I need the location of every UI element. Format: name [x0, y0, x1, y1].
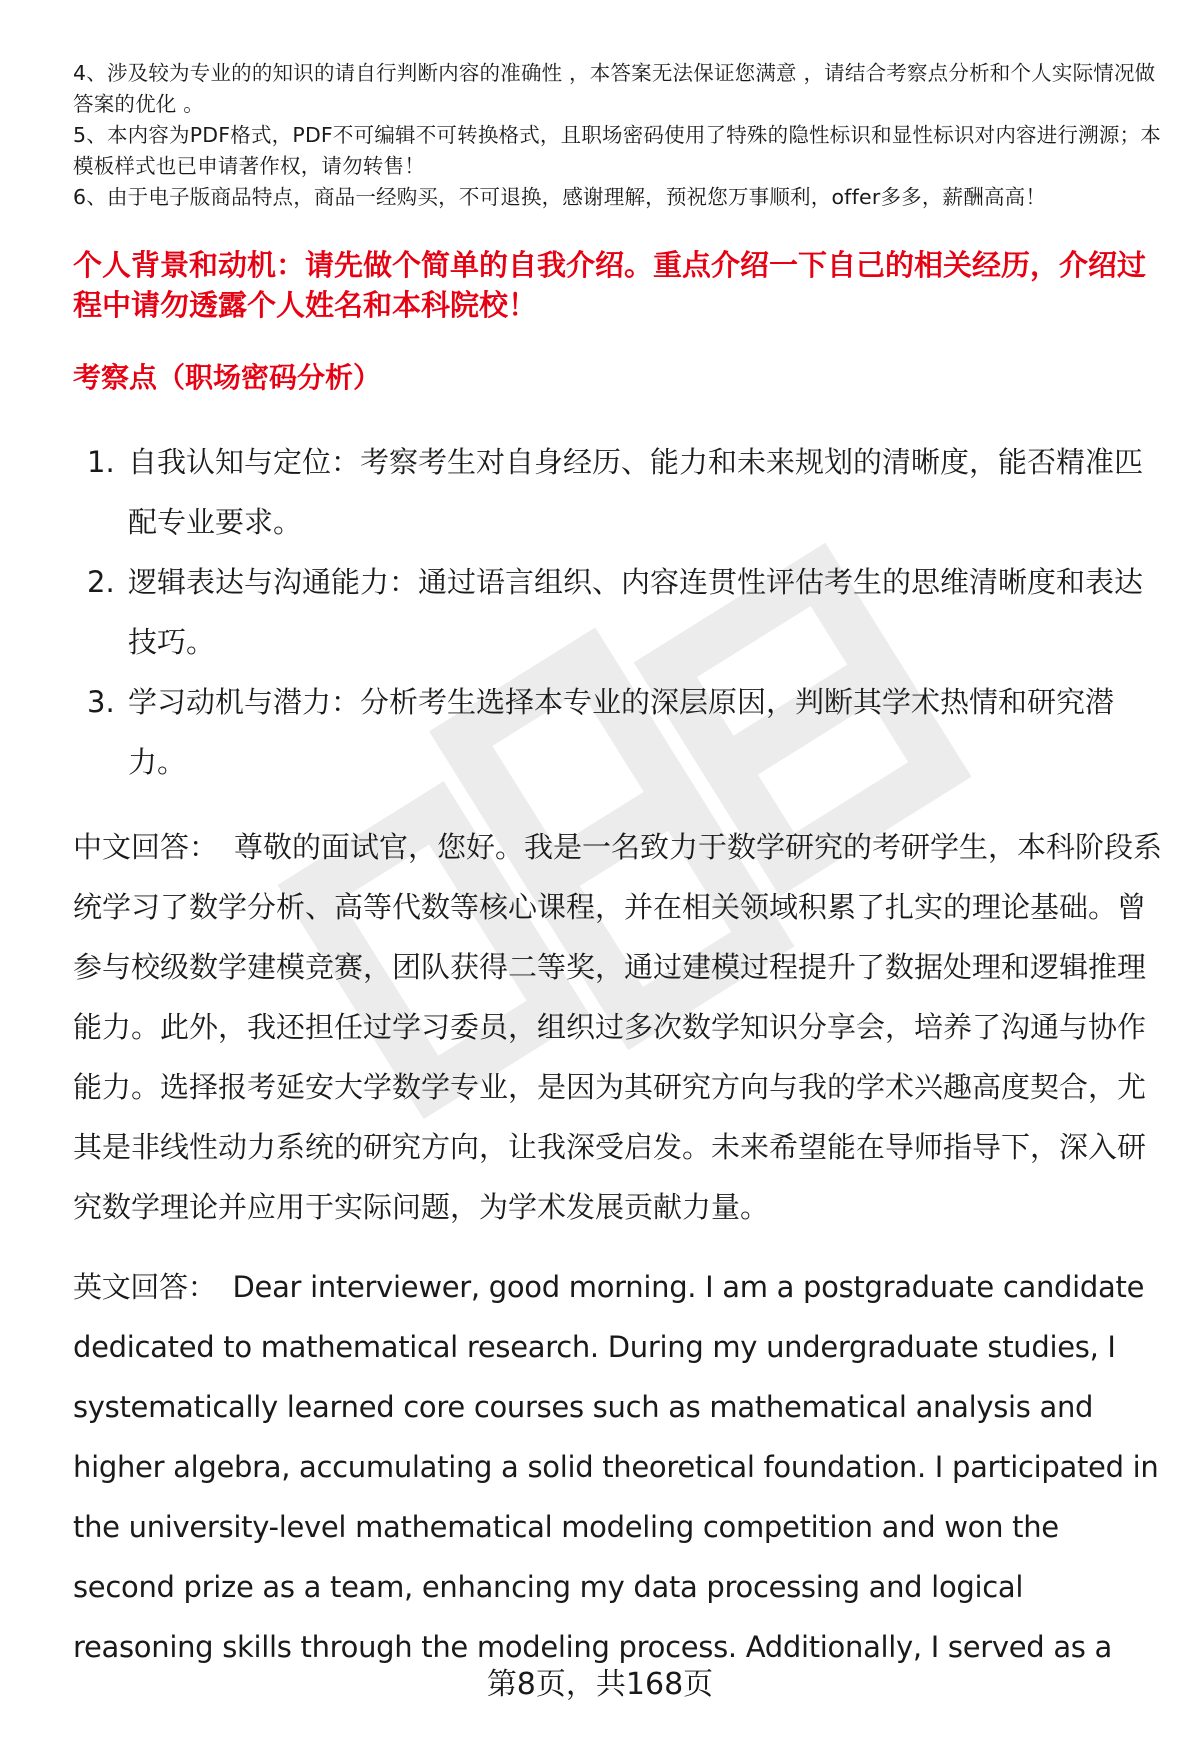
point-number: 2. — [87, 565, 115, 599]
chinese-answer — [73, 817, 1163, 1237]
page-number: 第8页，共168页 — [486, 1667, 714, 1702]
note-item: 6、由于电子版商品特点，商品一经购买，不可退换，感谢理解，预祝您万事顺利，offer多多，薪酬高高！ — [73, 185, 1047, 209]
analysis-point — [73, 672, 1163, 792]
note-item: 4、涉及较为专业的的知识的请自行判断内容的准确性 ，本答案无法保证您满意 ，请结合考察点分析和个人实际情况做答案的优化 。 — [73, 61, 1156, 116]
analysis-points — [73, 432, 1163, 792]
point-number: 1. — [87, 445, 115, 479]
analysis-heading: 考察点（职场密码分析） — [73, 361, 382, 394]
analysis-point — [73, 552, 1163, 672]
point-text: 逻辑表达与沟通能力：通过语言组织、内容连贯性评估考生的思维清晰度和表达技巧。 — [128, 565, 1144, 659]
analysis-point — [73, 432, 1163, 552]
question-heading: 个人背景和动机：请先做个简单的自我介绍。重点介绍一下自己的相关经历，介绍过程中请勿透露个人姓名和本科院校！ — [73, 248, 1147, 322]
english-answer-text: Dear interviewer, good morning. I am a postgraduate candidate dedicated to mathematical research. During my undergraduate studies, I systematically learned core courses such as mathematical analysis and higher algebra, accumulating a solid theoretical foundation. I participated in the university-level mathematical modeling competition and won the second prize as a team, enhancing my data processing and logical reasoning skills through the modeling process. Additionally, I served as a — [73, 1270, 1159, 1664]
notes-list — [73, 58, 1163, 213]
point-number: 3. — [87, 685, 115, 719]
point-text: 学习动机与潜力：分析考生选择本专业的深层原因，判断其学术热情和研究潜力。 — [128, 685, 1115, 779]
point-text: 自我认知与定位：考察考生对自身经历、能力和未来规划的清晰度，能否精准匹配专业要求。 — [128, 445, 1144, 539]
english-answer — [73, 1257, 1163, 1677]
chinese-answer-text: 尊敬的面试官，您好。我是一名致力于数学研究的考研学生，本科阶段系统学习了数学分析、高等代数等核心课程，并在相关领域积累了扎实的理论基础。曾参与校级数学建模竞赛，团队获得二等奖，通过建模过程提升了数据处理和逻辑推理能力。此外，我还担任过学习委员，组织过多次数学知识分享会，培养了沟通与协作能力。选择报考延安大学数学专业，是因为其研究方向与我的学术兴趣高度契合，尤其是非线性动力系统的研究方向，让我深受启发。未来希望能在导师指导下，深入研究数学理论并应用于实际问题，为学术发展贡献力量。 — [73, 830, 1163, 1224]
english-answer-label: 英文回答： — [73, 1270, 217, 1304]
note-item: 5、本内容为PDF格式，PDF不可编辑不可转换格式，且职场密码使用了特殊的隐性标识和显性标识对内容进行溯源；本模板样式也已申请著作权，请勿转售！ — [73, 123, 1161, 178]
chinese-answer-label: 中文回答： — [73, 830, 219, 864]
